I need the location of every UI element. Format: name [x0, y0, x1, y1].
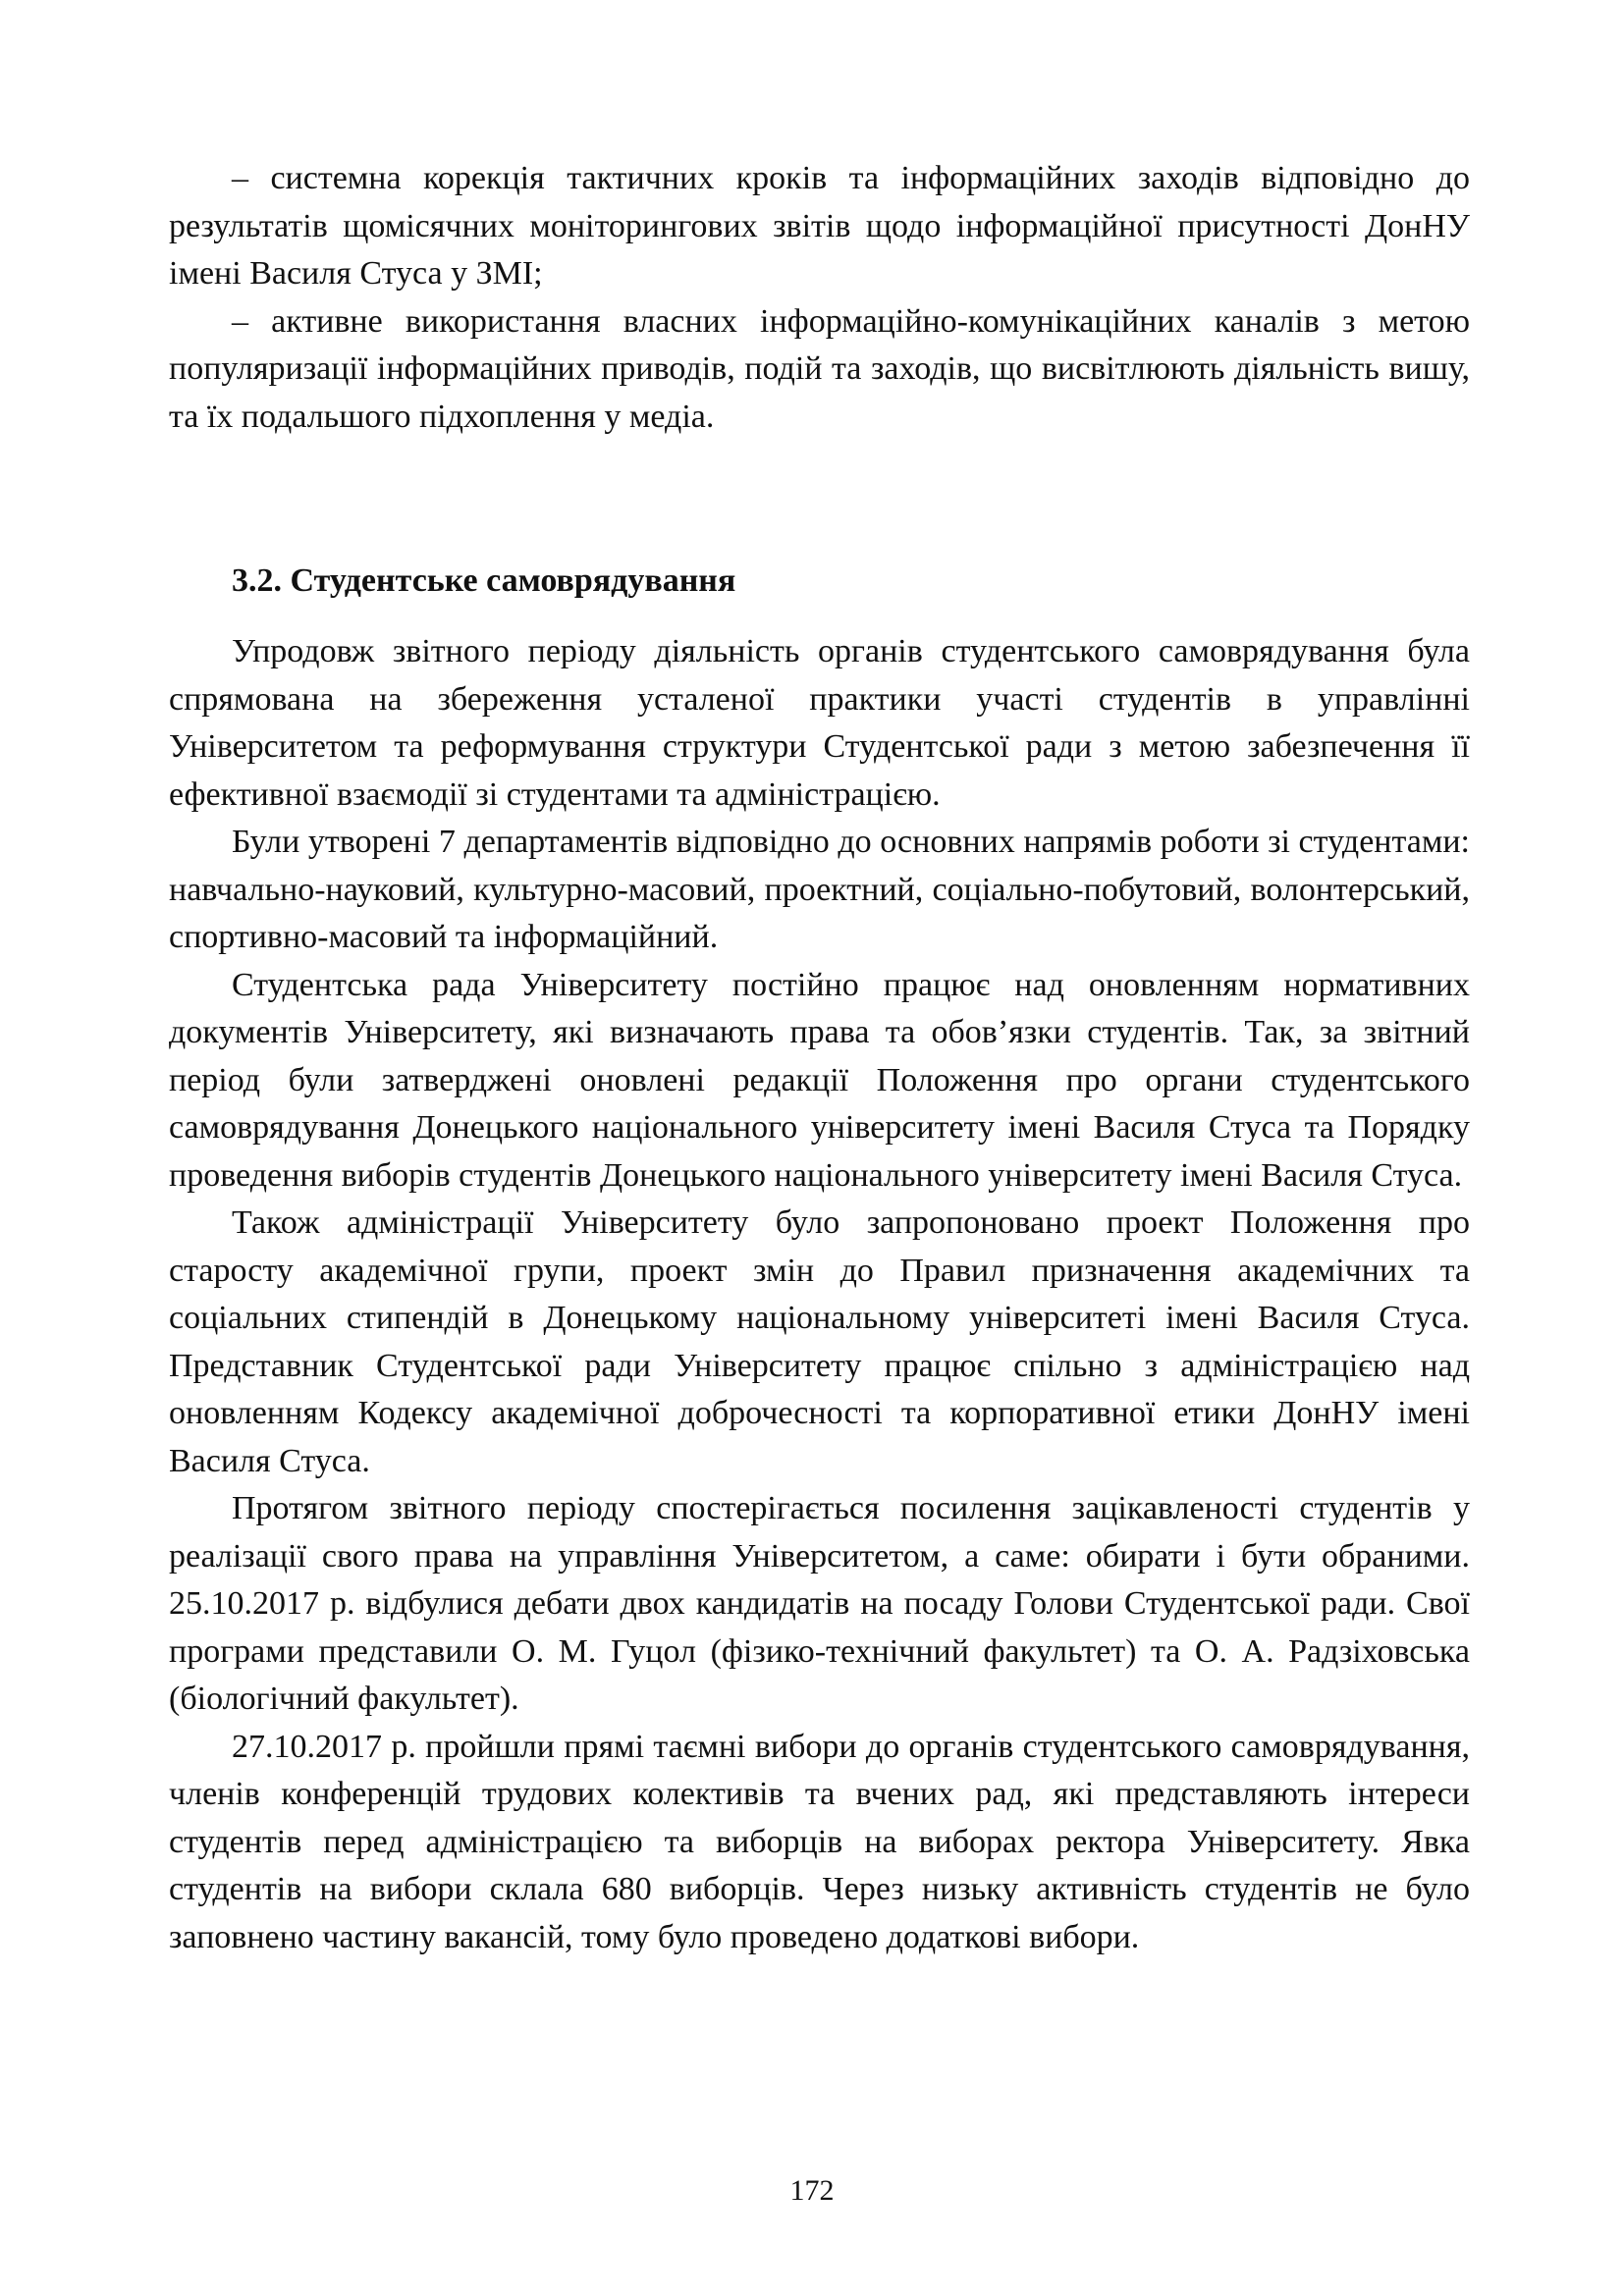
body-paragraph: Упродовж звітного періоду діяльність органів студентського самоврядування була спрямована на збереження усталеної практики участі студентів в управлінні Університетом та реформування структури Студентської ради з метою забезпечення її ефективної взаємодії зі студентами та адміністрацією.: [169, 633, 1470, 813]
section-body: [169, 628, 1470, 1961]
intro-bullet-list: [169, 155, 1470, 441]
body-paragraph: Також адміністрації Університету було запропоновано проект Положення про старосту академічної групи, проект змін до Правил призначення академічних та соціальних стипендій в Донецькому національному університеті імені Василя Стуса. Представник Студентської ради Університету працює спільно з адміністрацією над оновленням Кодексу академічної доброчесності та корпоративної етики ДонНУ імені Василя Стуса.: [169, 1204, 1470, 1479]
section-heading: 3.2. Студентське самоврядування: [232, 562, 736, 599]
body-paragraph: Студентська рада Університету постійно працює над оновленням нормативних документів Університету, які визначають права та обов’язки студентів. Так, за звітний період були затверджені оновлені редакції Положення про органи студентського самоврядування Донецького національного університету імені Василя Стуса та Порядку проведення виборів студентів Донецького національного університету імені Василя Стуса.: [169, 966, 1470, 1194]
body-paragraph: Були утворені 7 департаментів відповідно до основних напрямів роботи зі студентами: навчально-науковий, культурно-масовий, проектний, соціально-побутовий, волонтерський, спортивно-масовий та інформаційний.: [169, 824, 1470, 955]
page-number: 172: [789, 2174, 835, 2207]
bullet-paragraph: – активне використання власних інформаційно-комунікаційних каналів з метою популяризації інформаційних приводів, подій та заходів, що висвітлюють діяльність вишу, та їх подальшого підхоплення у медіа.: [169, 302, 1470, 435]
body-paragraph: Протягом звітного періоду спостерігається посилення зацікавленості студентів у реалізації свого права на управління Університетом, а саме: обирати і бути обраними. 25.10.2017 р. відбулися дебати двох кандидатів на посаду Голови Студентської ради. Свої програми представили О. М. Гуцол (фізико-технічний факультет) та О. А. Радзіховська (біологічний факультет).: [169, 1490, 1470, 1717]
bullet-paragraph: – системна корекція тактичних кроків та інформаційних заходів відповідно до результатів щомісячних моніторингових звітів щодо інформаційної присутності ДонНУ імені Василя Стуса у ЗМІ;: [169, 160, 1470, 292]
body-paragraph: 27.10.2017 р. пройшли прямі таємні вибори до органів студентського самоврядування, членів конференцій трудових колективів та вчених рад, які представляють інтереси студентів перед адміністрацією та виборців на виборах ректора Університету. Явка студентів на вибори склала 680 виборців. Через низьку активність студентів не було заповнено частину вакансій, тому було проведено додаткові вибори.: [169, 1728, 1470, 1955]
